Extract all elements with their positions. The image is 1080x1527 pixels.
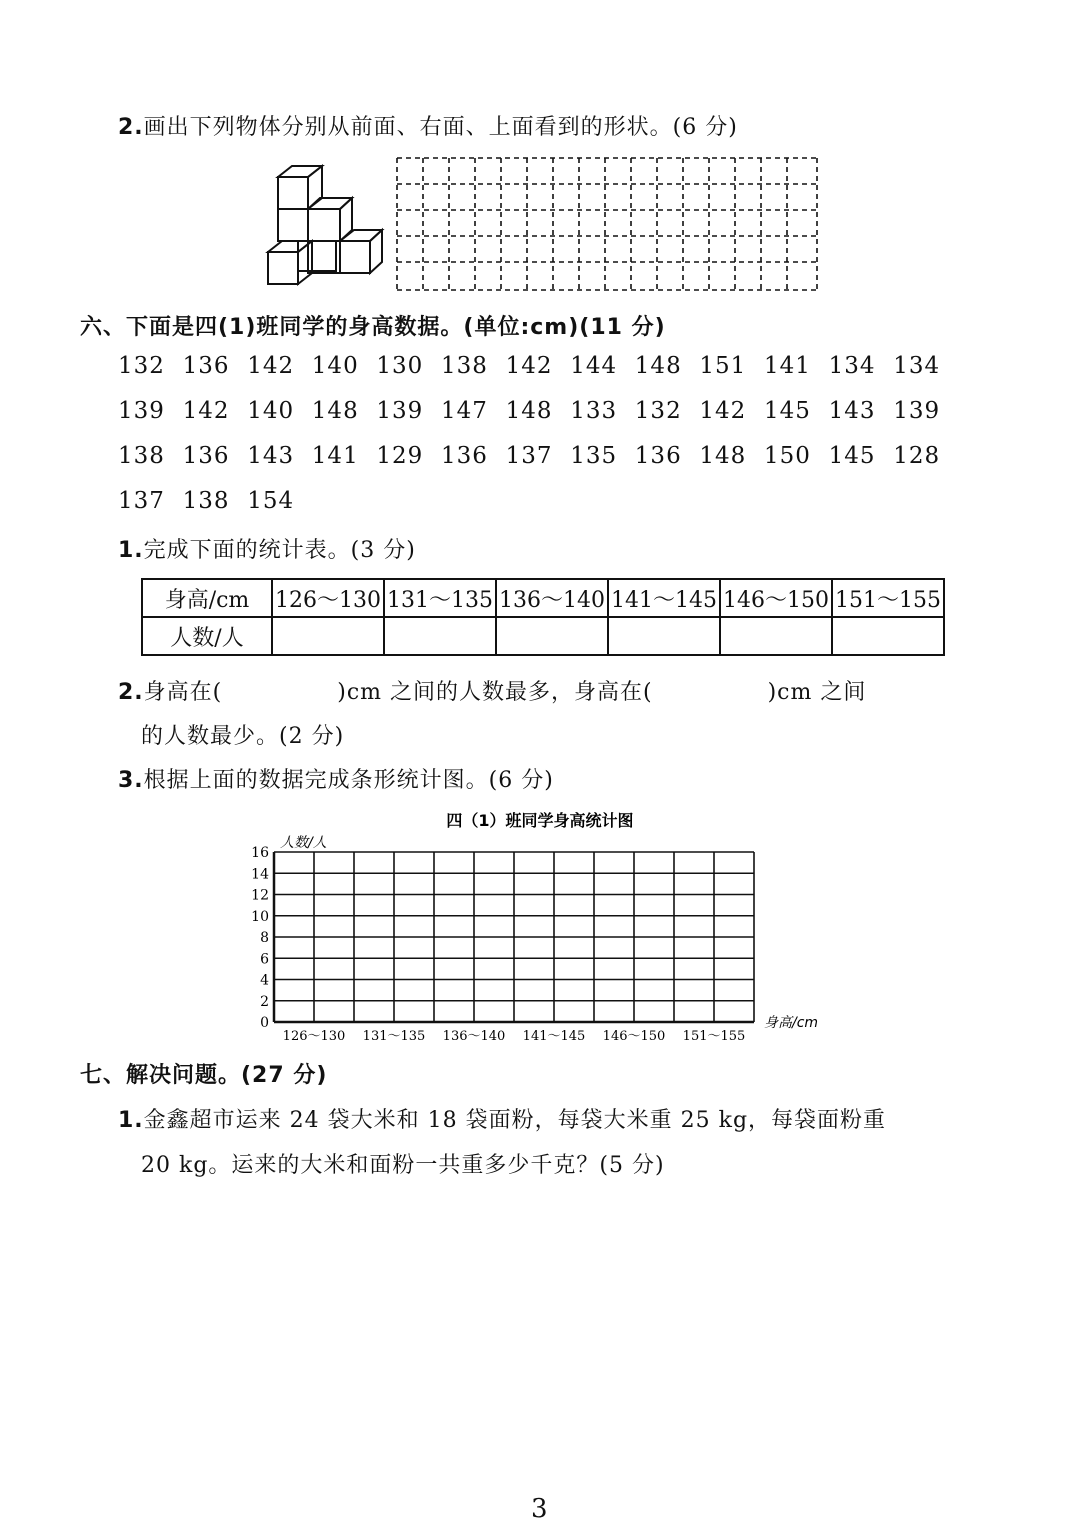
chart-title: 四（1）班同学身高统计图 bbox=[446, 811, 634, 830]
height-value: 132 bbox=[118, 353, 165, 379]
y-tick-label: 12 bbox=[251, 887, 269, 904]
height-value: 133 bbox=[570, 398, 618, 424]
height-value: 142 bbox=[505, 353, 553, 379]
height-value: 137 bbox=[505, 443, 553, 469]
section6-heading: 六、下面是四(1)班同学的身高数据。(单位:cm)(11 分) bbox=[80, 315, 666, 340]
height-value: 136 bbox=[634, 443, 682, 469]
table-range-cell: 136～140 bbox=[496, 579, 608, 617]
table-range-cell: 141～145 bbox=[608, 579, 720, 617]
height-value: 136 bbox=[182, 443, 230, 469]
x-axis-label: 身高/cm bbox=[764, 1015, 819, 1031]
y-tick-label: 2 bbox=[260, 993, 269, 1010]
x-tick-label: 146～150 bbox=[602, 1029, 666, 1044]
page-number: 3 bbox=[531, 1494, 548, 1524]
height-value: 142 bbox=[182, 398, 230, 424]
height-value: 148 bbox=[699, 443, 747, 469]
y-axis-label: 人数/人 bbox=[280, 835, 327, 851]
y-tick-label: 16 bbox=[251, 845, 269, 861]
y-tick-label: 4 bbox=[260, 972, 269, 989]
height-value: 147 bbox=[441, 398, 488, 424]
height-value: 140 bbox=[247, 398, 295, 424]
table-header-height: 身高/cm bbox=[142, 579, 272, 617]
height-value: 139 bbox=[118, 398, 165, 424]
x-tick-label: 141～145 bbox=[522, 1029, 586, 1044]
height-value: 143 bbox=[247, 443, 295, 469]
table-range-cell: 131～135 bbox=[384, 579, 496, 617]
s6-q2-line2: 的人数最少。(2 分) bbox=[141, 724, 345, 749]
s7-q1-line1: 1.金鑫超市运来 24 袋大米和 18 袋面粉，每袋大米重 25 kg，每袋面粉重 bbox=[118, 1108, 887, 1133]
statistics-table bbox=[141, 578, 945, 656]
y-tick-label: 10 bbox=[251, 908, 269, 925]
count-answer-cell[interactable] bbox=[496, 617, 608, 655]
table-row bbox=[142, 579, 944, 617]
height-value: 130 bbox=[376, 353, 424, 379]
height-value: 129 bbox=[376, 443, 424, 469]
y-tick-label: 6 bbox=[260, 951, 269, 968]
count-answer-cell[interactable] bbox=[608, 617, 720, 655]
height-value: 135 bbox=[570, 443, 618, 469]
table-range-cell: 126～130 bbox=[272, 579, 384, 617]
height-bar-chart[interactable] bbox=[240, 805, 840, 1050]
y-tick-label: 8 bbox=[260, 930, 269, 946]
height-value: 132 bbox=[634, 398, 682, 424]
s6-q3-prompt: 3.根据上面的数据完成条形统计图。(6 分) bbox=[118, 768, 554, 793]
s6-q2-line1: 2.身高在( )cm 之间的人数最多，身高在( )cm 之间 bbox=[118, 680, 867, 705]
height-value: 143 bbox=[828, 398, 876, 424]
count-answer-cell[interactable] bbox=[720, 617, 832, 655]
height-value: 145 bbox=[764, 398, 811, 424]
height-value: 139 bbox=[893, 398, 941, 424]
height-value: 134 bbox=[828, 353, 876, 379]
height-value: 136 bbox=[182, 353, 230, 379]
height-value: 151 bbox=[699, 353, 747, 379]
height-value: 140 bbox=[311, 353, 359, 379]
table-row bbox=[142, 617, 944, 655]
height-value: 139 bbox=[376, 398, 424, 424]
table-header-count: 人数/人 bbox=[142, 617, 272, 655]
s6-q1-prompt: 1.完成下面的统计表。(3 分) bbox=[118, 538, 416, 563]
count-answer-cell[interactable] bbox=[272, 617, 384, 655]
s7-q1-line2: 20 kg。运来的大米和面粉一共重多少千克？(5 分) bbox=[141, 1153, 665, 1178]
height-value: 142 bbox=[247, 353, 295, 379]
table-range-cell: 151～155 bbox=[832, 579, 944, 617]
height-value: 150 bbox=[764, 443, 811, 469]
height-value: 141 bbox=[764, 353, 811, 379]
x-tick-label: 131～135 bbox=[362, 1029, 426, 1044]
x-tick-label: 126～130 bbox=[282, 1029, 346, 1044]
height-value: 145 bbox=[828, 443, 876, 469]
height-value: 138 bbox=[118, 443, 165, 469]
height-value: 138 bbox=[441, 353, 488, 379]
cube-stack-figure bbox=[262, 160, 387, 290]
height-value: 142 bbox=[699, 398, 747, 424]
drawing-grid[interactable] bbox=[395, 156, 819, 293]
q2-views-prompt: 2.画出下列物体分别从前面、右面、上面看到的形状。(6 分) bbox=[118, 115, 738, 140]
height-value: 128 bbox=[893, 443, 941, 469]
count-answer-cell[interactable] bbox=[832, 617, 944, 655]
height-value: 141 bbox=[311, 443, 359, 469]
table-range-cell: 146～150 bbox=[720, 579, 832, 617]
y-tick-label: 0 bbox=[260, 1015, 269, 1031]
height-value: 144 bbox=[570, 353, 618, 379]
x-tick-label: 136～140 bbox=[442, 1029, 506, 1044]
height-value: 148 bbox=[311, 398, 359, 424]
height-value: 138 bbox=[182, 488, 230, 514]
height-value: 134 bbox=[893, 353, 941, 379]
section7-heading: 七、解决问题。(27 分) bbox=[80, 1063, 328, 1088]
x-tick-label: 151～155 bbox=[682, 1029, 746, 1044]
count-answer-cell[interactable] bbox=[384, 617, 496, 655]
height-value: 136 bbox=[441, 443, 488, 469]
height-value: 148 bbox=[634, 353, 682, 379]
height-value: 137 bbox=[118, 488, 165, 514]
y-tick-label: 14 bbox=[251, 866, 269, 883]
height-value: 154 bbox=[247, 488, 295, 514]
height-value: 148 bbox=[505, 398, 553, 424]
